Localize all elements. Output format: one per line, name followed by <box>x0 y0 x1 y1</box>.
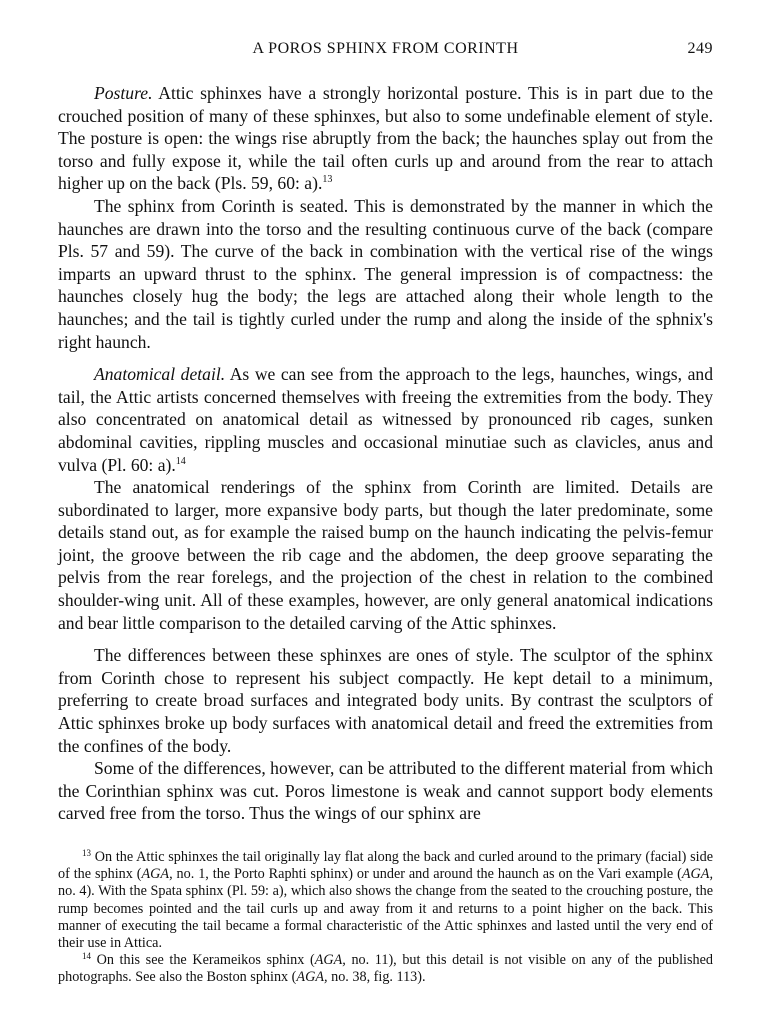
paragraph-anatomical-detail <box>58 363 713 476</box>
paragraph-text: Some of the differences, however, can be attributed to the different material from which the Corinthian sphinx was cut. Poros limestone is weak and cannot support body elements carved free from the torso. Thus the wings of our sphinx are <box>58 758 713 824</box>
section-lead-posture: Posture. <box>94 83 153 103</box>
paragraph-text: The differences between these sphinxes are ones of style. The sculptor of the sphinx from Corinth chose to represent his subject compactly. He kept detail to a minimum, preferring to create broad surfaces and integrated body units. By contrast the sculptors of Attic sphinxes broke up body surfaces with anatomical detail and freed the extremities from the confines of the body. <box>58 645 713 756</box>
paragraph-text: Attic sphinxes have a strongly horizontal posture. This is in part due to the crouched position of many of these sphinxes, but also to some undefinable element of style. The posture is open: the wings rise abruptly from the back; the haunches splay out from the torso and fully expose it, while the tail often curls up and around from the rear to attach higher up on the back (Pls. 59, 60: a). <box>58 83 713 194</box>
paragraph-material <box>58 757 713 825</box>
footnote-text: no. 38, fig. 113). <box>327 969 426 986</box>
paragraph-renderings <box>58 476 713 634</box>
footnote-13 <box>58 849 713 952</box>
section-lead-anatomical-detail: Anatomical detail. <box>94 364 226 385</box>
footnote-number: 13 <box>82 848 91 858</box>
citation-abbrev: AGA, <box>141 866 173 883</box>
footnote-ref-13[interactable]: 13 <box>322 174 333 186</box>
footnote-text: On the Attic sphinxes the tail originally lay flat along the back and curled around to the primary (facial) side of the sphinx ( <box>58 849 713 883</box>
running-title: A POROS SPHINX FROM CORINTH <box>252 40 519 57</box>
paragraph-seated <box>58 195 713 353</box>
paragraph-text: The sphinx from Corinth is seated. This is demonstrated by the manner in which the haunches are drawn into the torso and the resulting continuous curve of the back (compare Pls. 57 and 59). The curve of the back in combination with the vertical rise of the wings imparts an upward thrust to the sphinx. The general impression is of compactness: the haunches closely hug the body; the legs are attached along their whole length to the haunches; and the tail is tightly curled under the rump and along the inside of the sphnix's right haunch. <box>58 195 713 352</box>
footnote-text: On this see the Kerameikos sphinx ( <box>91 952 315 969</box>
paragraph-text: The anatomical renderings of the sphinx from Corinth are limited. Details are subordinated to larger, more expansive body parts, but though the later predominate, some details stand out, as for example the raised bump on the haunch indicating the pelvis-femur joint, the groove between the rib cage and the abdomen, the deep groove separating the pelvis from the rear forelegs, and the projection of the chest in relation to the combined shoulder-wing unit. All of these examples, however, are only general anatomical indications and bear little comparison to the detailed carving of the Attic sphinxes. <box>58 477 713 633</box>
footnote-number: 14 <box>82 951 91 962</box>
footnote-text: no. 1, the Porto Raphti sphinx) or under and around the haunch as on the Vari example ( <box>172 866 682 883</box>
footnote-14 <box>58 952 713 986</box>
citation-abbrev: AGA, <box>314 952 346 969</box>
body-text <box>58 82 713 825</box>
citation-abbrev: AGA, <box>681 866 713 883</box>
footnote-text: no. 11), but this detail is not visible on any of the published photographs. See also the Boston sphinx ( <box>58 952 713 986</box>
footnotes <box>58 849 713 987</box>
paragraph-differences <box>58 644 713 757</box>
paragraph-text: As we can see from the approach to the legs, haunches, wings, and tail, the Attic artists concerned themselves with freeing the extremities from the body. They also concentrated on anatomical detail as witnessed by pronounced rib cages, sunken abdominal cavities, rippling muscles and occasional minutiae such as clavicles, anus and vulva (Pl. 60: a). <box>58 364 714 475</box>
footnote-ref-14[interactable]: 14 <box>175 455 186 467</box>
footnote-text: no. 4). With the Spata sphinx (Pl. 59: a), which also shows the change from the seated to the crouching posture, the rump becomes pointed and the tail curls up and away from it and returns to a point higher on the back. This manner of executing the tail became a formal characteristic of the Attic sphinxes and lasted until the very end of their use in Attica. <box>58 883 713 952</box>
citation-abbrev: AGA, <box>296 969 328 986</box>
page-number: 249 <box>687 40 713 57</box>
paragraph-posture <box>58 82 713 195</box>
page <box>58 40 713 987</box>
running-header <box>58 40 713 62</box>
